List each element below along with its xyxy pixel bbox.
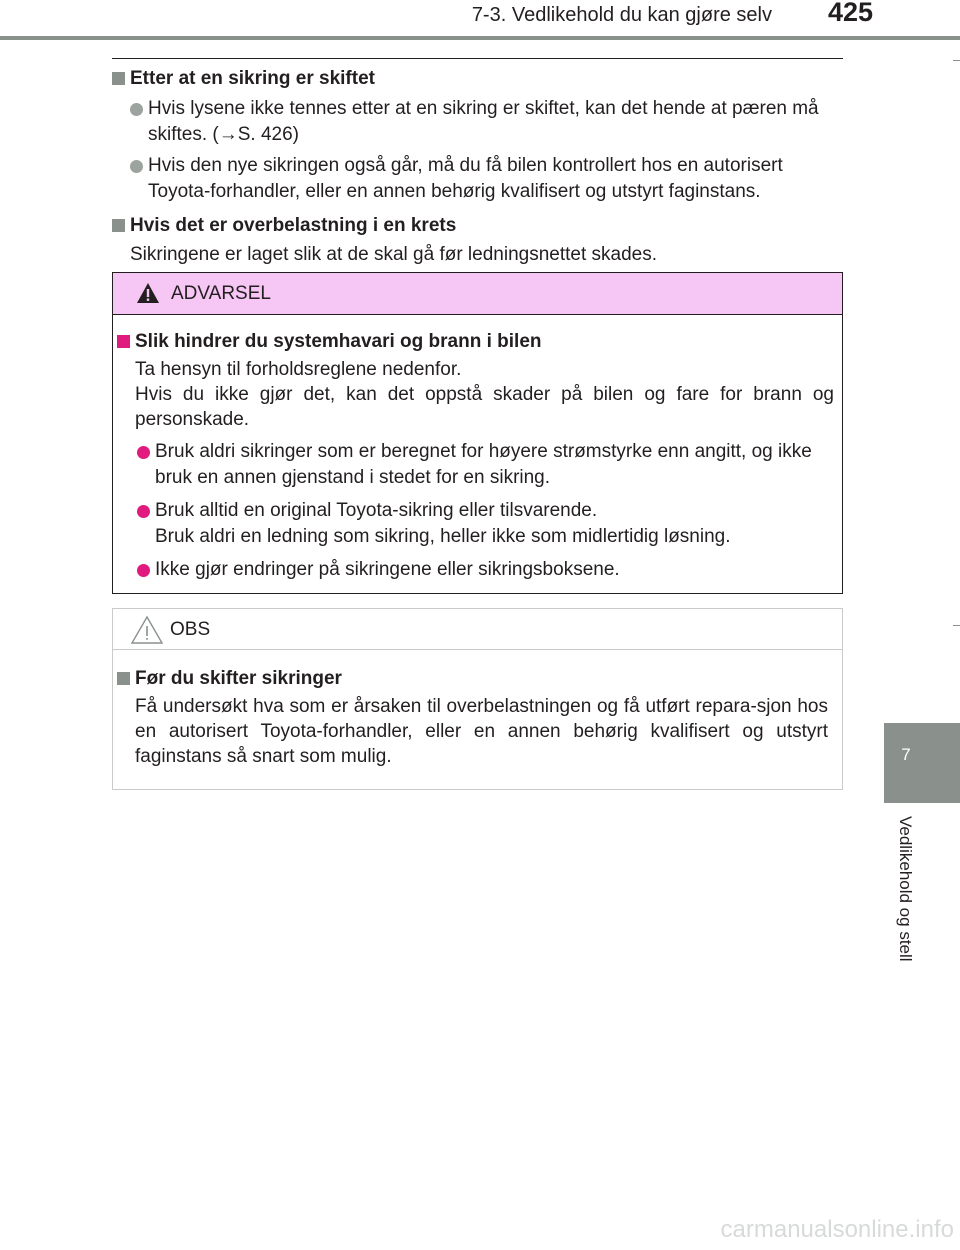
section-heading-overload: [112, 213, 843, 238]
square-bullet-icon: [117, 335, 130, 348]
warning-bullet: [117, 498, 834, 550]
bullet-item: [112, 96, 843, 148]
warning-triangle-icon: [136, 282, 160, 304]
square-bullet-icon: [112, 72, 125, 85]
chapter-label: [889, 816, 919, 986]
overload-paragraph: Sikringene er laget slik at de skal gå før ledningsnettet skades.: [130, 244, 658, 265]
chapter-label-text: Vedlikehold og stell: [896, 816, 915, 962]
heading-text: Hvis det er overbelastning i en krets: [130, 215, 457, 236]
notice-header: [113, 609, 842, 650]
notice-title: OBS: [170, 619, 211, 640]
warning-box: [112, 272, 843, 594]
bullet-text: Ikke gjør endringer på sikringene eller sikringsboksene.: [155, 559, 620, 580]
bullet-text: Bruk alltid en original Toyota-sikring eller tilsvarende.: [155, 500, 598, 521]
margin-tick: [953, 60, 960, 61]
circle-bullet-icon: [137, 505, 150, 518]
circle-bullet-icon: [130, 160, 143, 173]
running-header-title: 7-3. Vedlikehold du kan gjøre selv: [471, 4, 772, 26]
warning-line: Hvis du ikke gjør det, kan det oppstå skader på bilen og fare for brann og personskade.: [135, 384, 834, 430]
bullet-text: Bruk aldri en ledning som sikring, heller ikke som midlertidig løsning.: [155, 526, 731, 547]
square-bullet-icon: [117, 672, 130, 685]
warning-body: [113, 315, 842, 583]
circle-bullet-icon: [137, 564, 150, 577]
notice-paragraph: Få undersøkt hva som er årsaken til overbelastningen og få utført repara-sjon hos en autorisert Toyota-forhandler, eller en annen behørig kvalifisert og utstyrt faginstans så snart som mulig.: [135, 696, 828, 767]
warning-line: Ta hensyn til forholdsreglene nedenfor.: [135, 359, 462, 380]
header-rule: [0, 36, 960, 40]
heading-text: Før du skifter sikringer: [135, 668, 342, 689]
section-heading-fuse-changed: [112, 66, 843, 91]
bullet-text: Hvis den nye sikringen også går, må du få bilen kontrollert hos en autorisert Toyota-forhandler, eller en annen behørig kvalifisert og utstyrt faginstans.: [148, 155, 783, 202]
square-bullet-icon: [112, 219, 125, 232]
circle-bullet-icon: [130, 103, 143, 116]
chapter-tab: [884, 723, 960, 803]
warning-title: ADVARSEL: [171, 283, 271, 304]
bullet-text: Bruk aldri sikringer som er beregnet for høyere strømstyrke enn angitt, og ikke bruk en annen gjenstand i stedet for en sikring.: [155, 441, 812, 488]
chapter-number: 7: [901, 745, 911, 764]
warning-header: [113, 273, 842, 315]
notice-box: [112, 608, 843, 790]
bullet-item: [112, 153, 843, 205]
circle-bullet-icon: [137, 446, 150, 459]
warning-bullet: [117, 557, 834, 583]
content-top-rule: [112, 58, 843, 59]
watermark: carmanualsonline.info: [720, 1216, 954, 1243]
caution-triangle-icon: [130, 615, 164, 645]
heading-text: Slik hindrer du systemhavari og brann i bilen: [135, 331, 542, 352]
notice-heading: [117, 666, 828, 692]
main-content: [112, 66, 843, 268]
warning-heading: [117, 329, 834, 355]
page-number: 425: [828, 0, 874, 27]
heading-text: Etter at en sikring er skiftet: [130, 68, 375, 89]
warning-bullet: [117, 439, 834, 491]
bullet-text: Hvis lysene ikke tennes etter at en sikring er skiftet, kan det hende at pæren må skiftes. (→S. 426): [148, 98, 819, 145]
margin-tick: [953, 625, 960, 626]
notice-body: [113, 650, 842, 769]
